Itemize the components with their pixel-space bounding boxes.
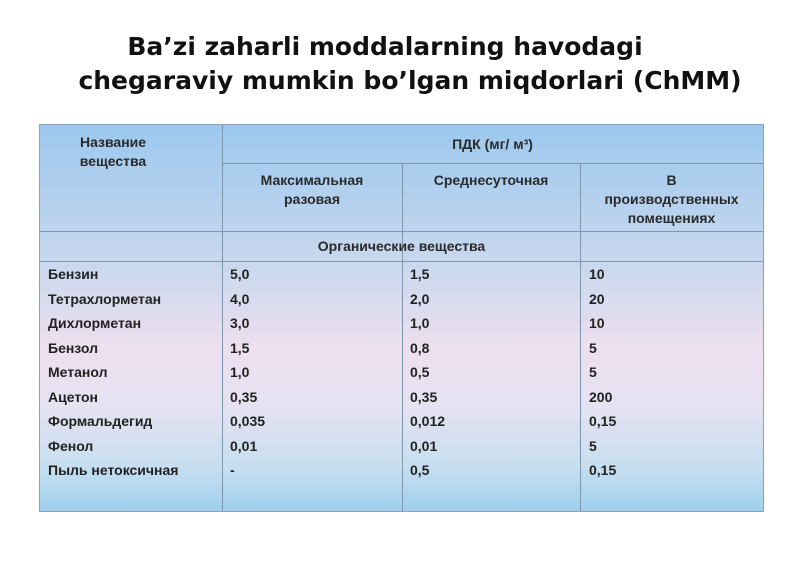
table-cell-work: 10 — [589, 315, 605, 331]
table-cell-name: Метанол — [48, 364, 108, 380]
table-cell-max: - — [230, 462, 235, 478]
table-cell-name: Формальдегид — [48, 413, 153, 429]
header-workplace — [580, 171, 763, 228]
table-cell-max: 0,01 — [230, 437, 258, 454]
table-cell-avg: 0,8 — [410, 339, 430, 356]
table-cell-work: 5 — [589, 437, 597, 454]
divider — [402, 163, 403, 511]
table-cell-avg: 0,012 — [410, 413, 446, 429]
table-cell-work: 200 — [589, 388, 613, 405]
rows-work-column — [589, 262, 759, 483]
table-cell-name: Бензол — [48, 339, 99, 356]
table-cell-avg: 1,0 — [410, 315, 430, 331]
header-work-line-1: В — [666, 172, 677, 188]
pdk-table — [39, 124, 764, 512]
table-cell-name: Тетрахлорметан — [48, 290, 162, 307]
header-max-single — [222, 171, 402, 209]
table-cell-avg: 0,35 — [410, 388, 438, 405]
table-cell-max: 5,0 — [230, 266, 250, 282]
table-cell-name: Пыль нетоксичная — [48, 462, 179, 478]
table-cell-work: 5 — [589, 364, 597, 380]
table-cell-work: 20 — [589, 290, 605, 307]
rows-name-column — [48, 262, 220, 483]
table-cell-name: Ацетон — [48, 388, 98, 405]
header-name-line-2: вещества — [79, 153, 147, 169]
table-cell-work: 0,15 — [589, 413, 617, 429]
header-max-line-1: Максимальная — [260, 172, 364, 188]
divider — [222, 163, 763, 164]
header-pdk: ПДК (мг/ м³) — [452, 136, 533, 152]
table-cell-max: 0,035 — [230, 413, 266, 429]
header-daily-average: Среднесуточная — [433, 172, 549, 188]
table-cell-avg: 0,5 — [410, 462, 430, 478]
table-cell-avg: 2,0 — [410, 290, 430, 307]
table-cell-work: 10 — [589, 266, 605, 282]
header-name-line-1: Название — [79, 134, 147, 150]
table-cell-max: 1,0 — [230, 364, 250, 380]
section-organic: Органические вещества — [317, 238, 486, 254]
table-cell-work: 5 — [589, 339, 597, 356]
table-cell-max: 0,35 — [230, 388, 258, 405]
header-substance-name — [48, 133, 178, 171]
table-cell-avg: 0,01 — [410, 437, 438, 454]
rows-avg-column — [410, 262, 578, 483]
header-work-line-3: помещениях — [627, 210, 716, 226]
header-work-line-2: производственных — [604, 191, 739, 207]
table-cell-max: 4,0 — [230, 290, 250, 307]
title-line-1: Ba’zi zaharli moddalarning havodagi — [127, 32, 643, 61]
rows-max-column — [230, 262, 400, 483]
table-cell-avg: 1,5 — [410, 266, 430, 282]
table-cell-name: Фенол — [48, 437, 94, 454]
table-cell-work: 0,15 — [589, 462, 617, 478]
title-line-2: chegaraviy mumkin bo’lgan miqdorlari (ChMM) — [78, 66, 742, 95]
table-cell-max: 3,0 — [230, 315, 250, 331]
header-max-line-2: разовая — [283, 191, 341, 207]
table-cell-max: 1,5 — [230, 339, 250, 356]
table-cell-avg: 0,5 — [410, 364, 430, 380]
page-title — [0, 30, 800, 98]
table-cell-name: Дихлорметан — [48, 315, 142, 331]
divider — [40, 231, 763, 232]
table-cell-name: Бензин — [48, 266, 99, 282]
